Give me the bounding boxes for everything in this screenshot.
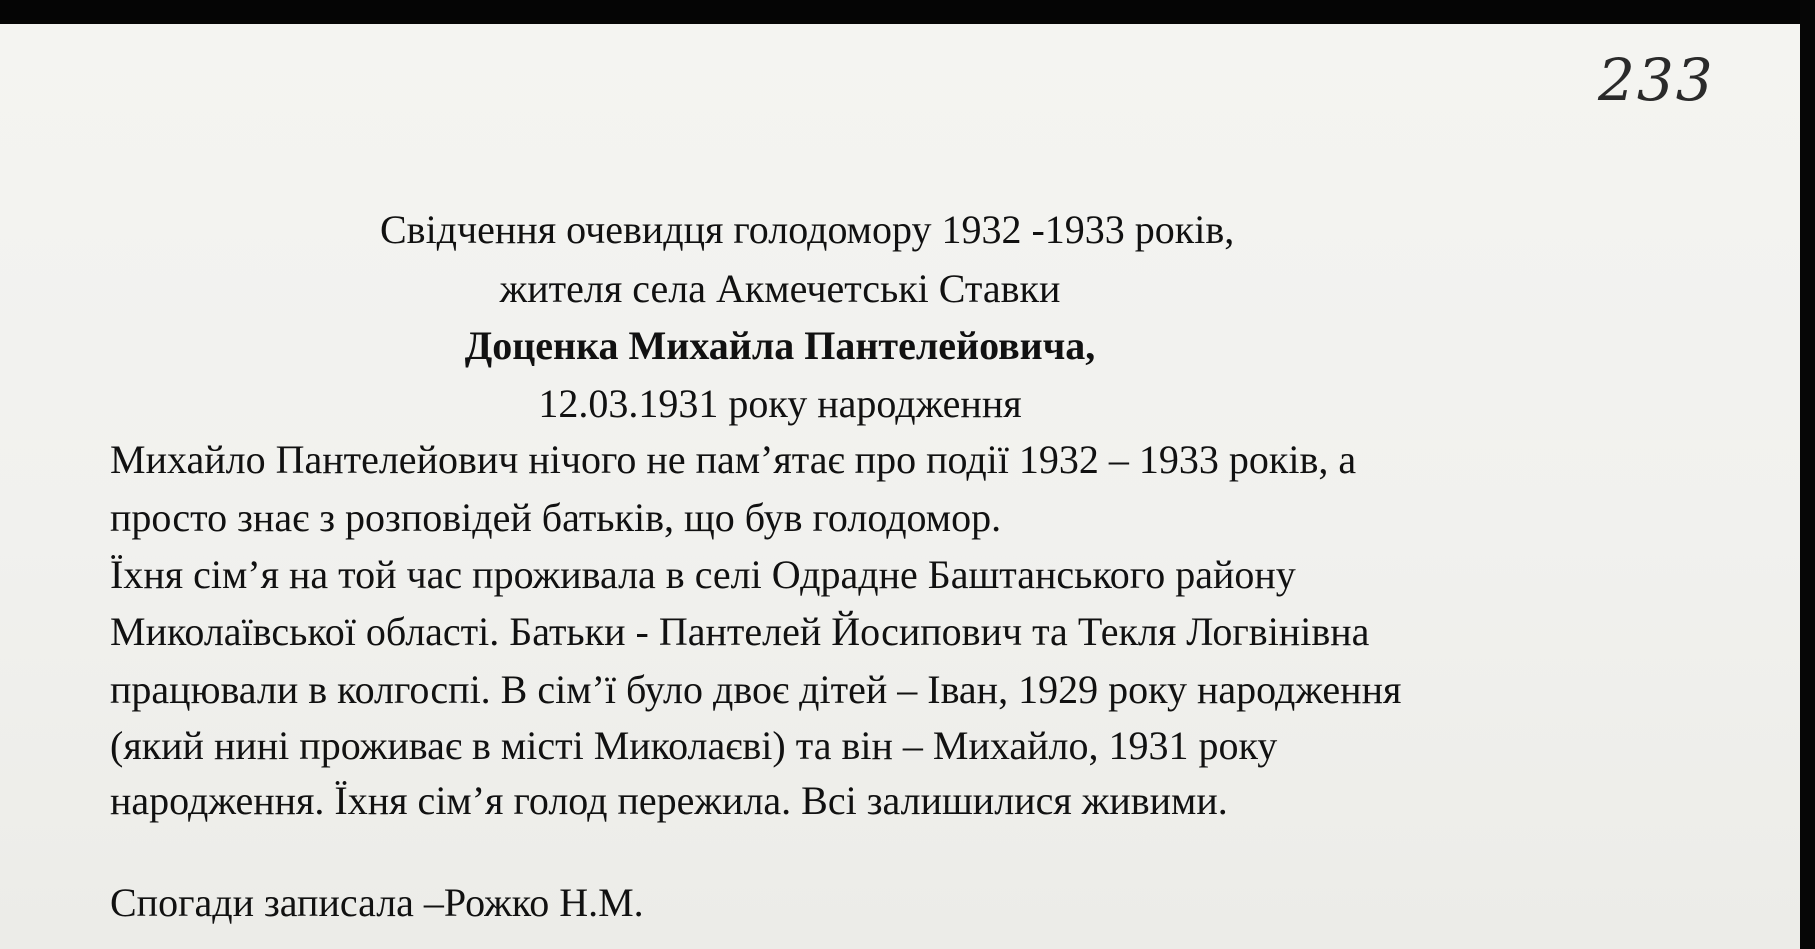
body-line-4: Миколаївської області. Батьки - Пантелей Йосипович та Текля Логвінівна (110, 609, 1370, 654)
body-line-7: народження. Їхня сім’я голод пережила. Всі залишилися живими. (110, 778, 1228, 823)
heading-line-4-date: 12.03.1931 року народження (538, 381, 1022, 426)
handwritten-page-number: 233 (1598, 46, 1715, 114)
body-line-1: Михайло Пантелейович нічого не пам’ятає про події 1932 – 1933 років, а (110, 437, 1357, 482)
scan-edge-shadow (1800, 0, 1815, 949)
heading-line-2: жителя села Акмечетські Ставки (499, 266, 1061, 311)
recorded-by-note: Спогади записала –Рожко Н.М. (110, 880, 644, 925)
body-line-3: Їхня сім’я на той час проживала в селі Одрадне Баштанського району (110, 552, 1296, 597)
document-sheet (0, 24, 1800, 949)
body-line-2: просто знає з розповідей батьків, що був голодомор. (110, 495, 1002, 540)
heading-line-1: Свідчення очевидця голодомору 1932 -1933 років, (380, 207, 1235, 252)
heading-line-3-name: Доценка Михайла Пантелейовича, (464, 323, 1096, 368)
body-line-6: (який нині проживає в місті Миколаєві) та він – Михайло, 1931 року (110, 723, 1278, 768)
body-line-5: працювали в колгоспі. В сім’ї було двоє дітей – Іван, 1929 року народження (110, 667, 1402, 712)
